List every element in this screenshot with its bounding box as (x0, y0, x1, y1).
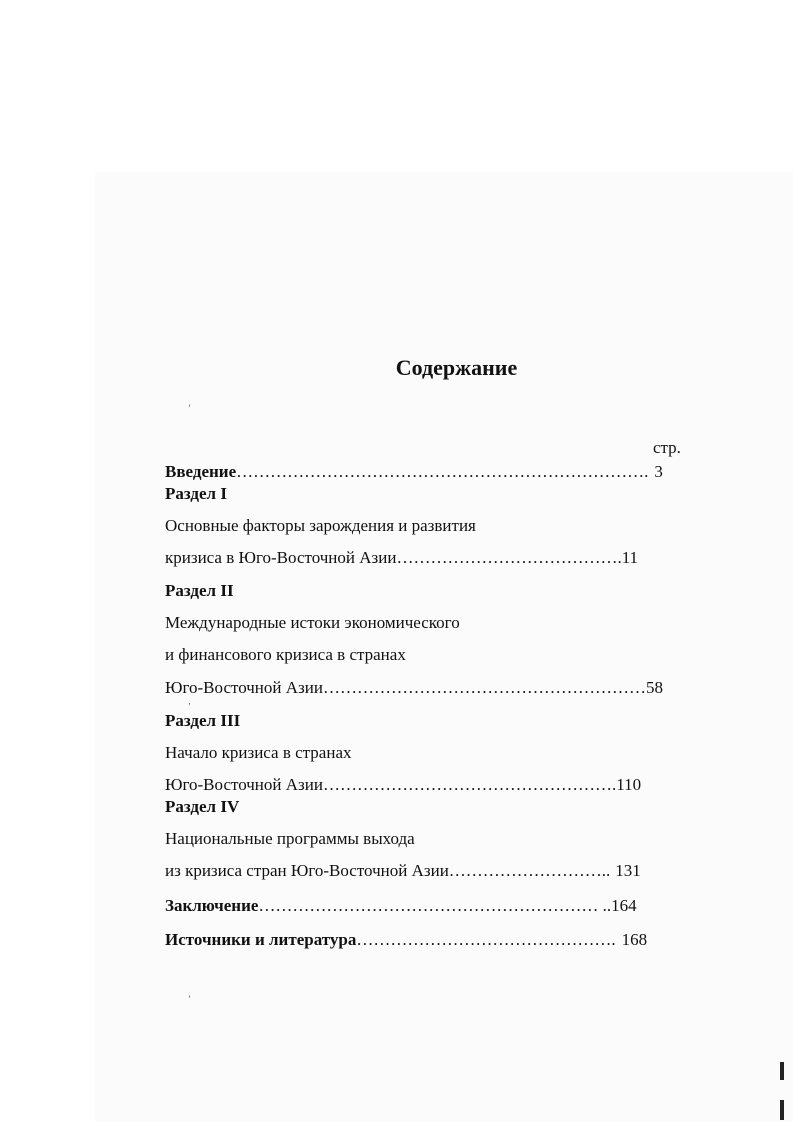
toc-entry-title: Юго-Восточной Азии (165, 775, 323, 794)
toc-entry-section-1[interactable] (165, 548, 638, 568)
toc-entry-line: Международные истоки экономического (165, 613, 460, 632)
toc-entry-intro[interactable] (165, 462, 663, 482)
scan-speck: ʼ (188, 403, 191, 413)
section-heading: Раздел III (165, 711, 241, 730)
scan-edge-mark (780, 1062, 784, 1080)
toc-page-number: 3 (654, 462, 663, 481)
toc-leader: ………………………………………………… (322, 678, 646, 697)
toc-entry-line: Начало кризиса в странах (165, 743, 352, 762)
page-column-label: стр. (653, 438, 681, 457)
toc-entry-section-4[interactable] (165, 861, 641, 881)
scan-speck: ‚ (188, 696, 191, 706)
section-heading: Раздел II (165, 581, 234, 600)
toc-page-number: 131 (615, 861, 641, 880)
toc-entry-line: Национальные программы выхода (165, 829, 415, 848)
toc-page-number: 58 (645, 678, 663, 697)
toc-entry-line: Основные факторы зарождения и развития (165, 516, 476, 535)
section-heading: Раздел I (165, 484, 227, 503)
toc-entry-line: и финансового кризиса в странах (165, 645, 406, 664)
toc-leader: …………………………………………………… .. (258, 896, 612, 915)
toc-entry-section-3[interactable] (165, 775, 641, 795)
toc-leader: ………………………………………. (356, 930, 616, 949)
toc-entry-title: Заключение (165, 896, 259, 915)
scan-speck: ʼ (188, 994, 191, 1004)
page-title: Содержание (395, 355, 518, 380)
toc-leader: ……………………….. (448, 861, 611, 880)
toc-entry-sources[interactable] (165, 930, 647, 950)
scan-edge-mark (780, 1100, 784, 1120)
toc-entry-section-2[interactable] (165, 678, 663, 698)
toc-entry-title: Юго-Восточной Азии (165, 678, 323, 697)
toc-leader: …………………………………. (396, 548, 622, 567)
toc-entry-conclusion[interactable] (165, 896, 637, 916)
toc-entry-title: Введение (165, 462, 237, 481)
section-heading: Раздел IV (165, 797, 240, 816)
toc-page-number: 168 (621, 930, 648, 949)
toc-page-number: 110 (616, 775, 642, 794)
toc-entry-title: из кризиса стран Юго-Восточной Азии (165, 861, 449, 880)
toc-leader: ……………………………………………. (322, 775, 617, 794)
toc-entry-title: Источники и литература (165, 930, 357, 949)
toc-page-number: 11 (621, 548, 639, 567)
toc-leader: ………………………………………………………………. (236, 462, 649, 481)
toc-page-number: 164 (611, 896, 637, 915)
toc-entry-title: кризиса в Юго-Восточной Азии (165, 548, 397, 567)
